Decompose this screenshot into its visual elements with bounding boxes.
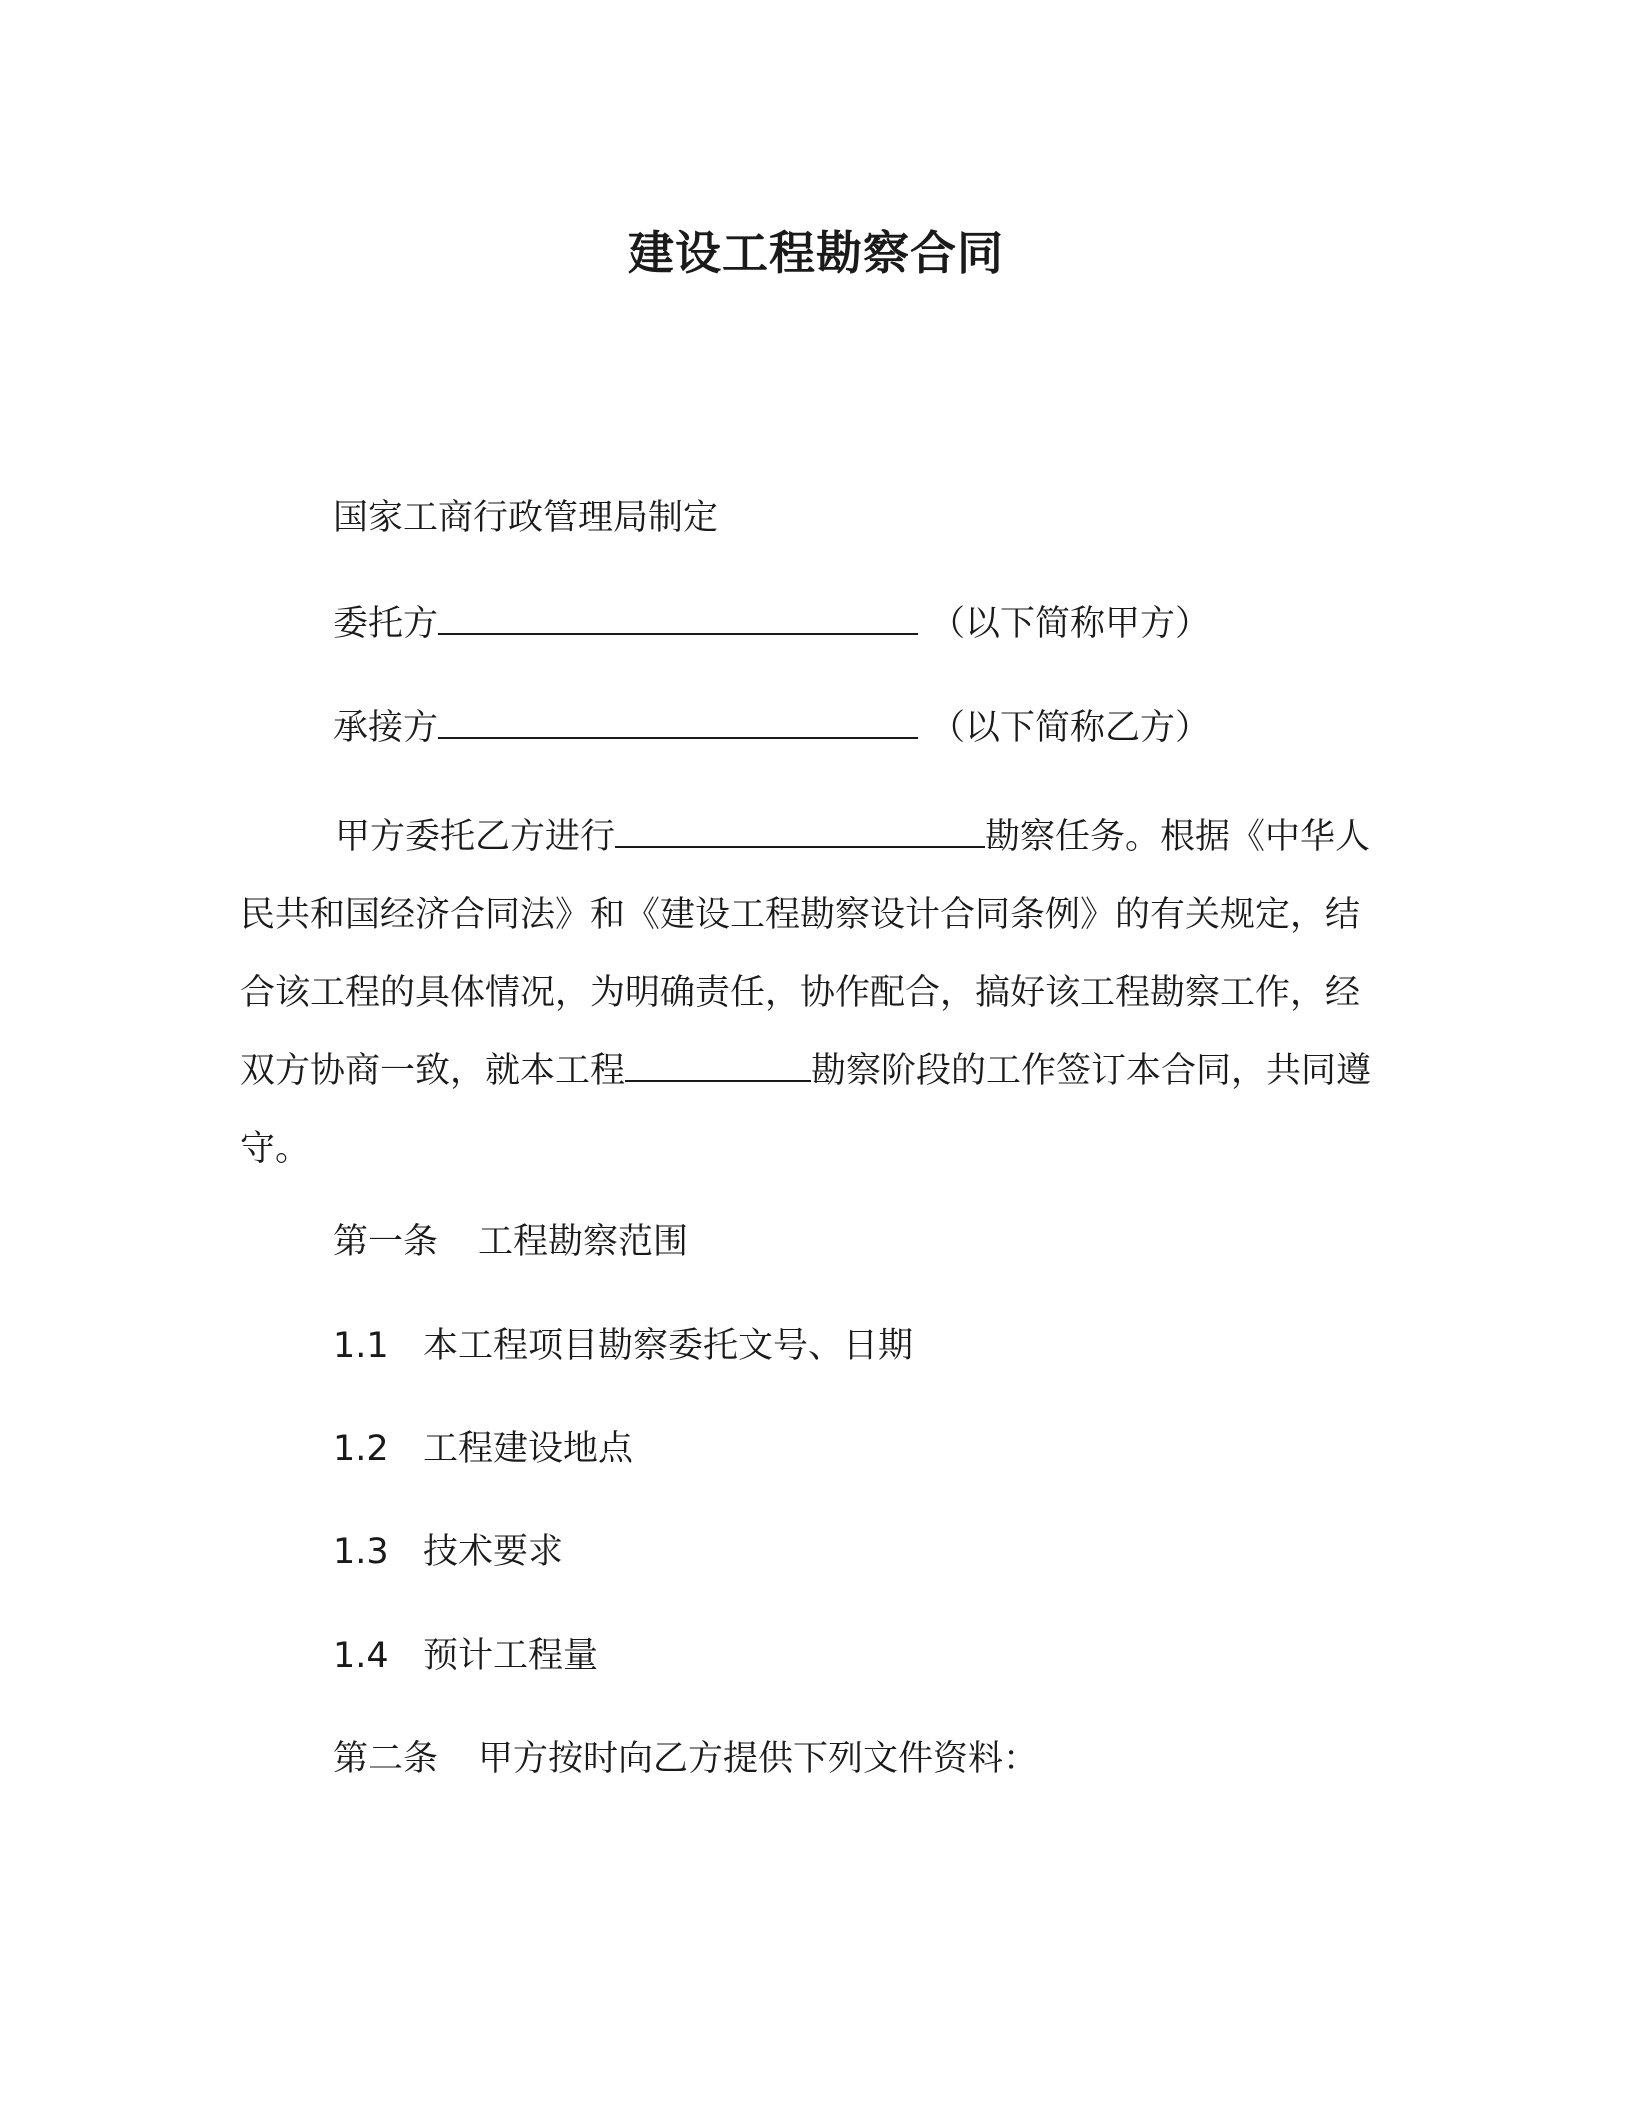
stage-blank[interactable]: [625, 1046, 811, 1082]
list-item: [333, 1424, 633, 1474]
article-1-number: 第一条: [333, 1222, 439, 1262]
item-text: 预计工程量: [423, 1636, 599, 1676]
party-a-suffix: （以下简称甲方）: [930, 604, 1211, 644]
article-2-number: 第二条: [333, 1739, 439, 1779]
party-a-blank[interactable]: [438, 597, 918, 635]
task-blank[interactable]: [615, 812, 985, 848]
article-1-heading: [333, 1217, 688, 1267]
item-text: 本工程项目勘察委托文号、日期: [423, 1326, 914, 1366]
list-item: [333, 1527, 563, 1577]
intro-part2: 勘察任务。根据《中华人民共和国经济合同法》和《建设工程勘察设计合同条例》的有关规定，结合该工程的具体情况，为明确责任，协作配合，搞好该工程勘察工作，经双方协商一致，就本工程: [240, 817, 1371, 1091]
article-2-title: 甲方按时向乙方提供下列文件资料：: [478, 1739, 1039, 1779]
item-number: 1.1: [333, 1326, 389, 1366]
article-1-title: 工程勘察范围: [478, 1222, 689, 1262]
item-number: 1.2: [333, 1429, 389, 1469]
article-2-heading: [333, 1734, 1038, 1784]
party-b-line: [333, 701, 1210, 753]
intro-part3: 勘察阶段的工作签订本合同，共同遵守。: [240, 1051, 1372, 1169]
issuer-line: 国家工商行政管理局制定: [333, 498, 719, 538]
list-item: [333, 1321, 913, 1371]
list-item: [333, 1631, 598, 1681]
item-number: 1.4: [333, 1636, 389, 1676]
intro-paragraph: [240, 798, 1380, 1188]
party-b-suffix: （以下简称乙方）: [930, 708, 1211, 748]
item-text: 工程建设地点: [423, 1429, 634, 1469]
item-number: 1.3: [333, 1532, 389, 1572]
party-b-label: 承接方: [333, 708, 439, 748]
document-title: 建设工程勘察合同: [628, 226, 1004, 280]
intro-part1: 甲方委托乙方进行: [335, 817, 616, 857]
party-b-blank[interactable]: [438, 701, 918, 739]
item-text: 技术要求: [423, 1532, 564, 1572]
party-a-line: [333, 597, 1210, 649]
party-a-label: 委托方: [333, 604, 439, 644]
